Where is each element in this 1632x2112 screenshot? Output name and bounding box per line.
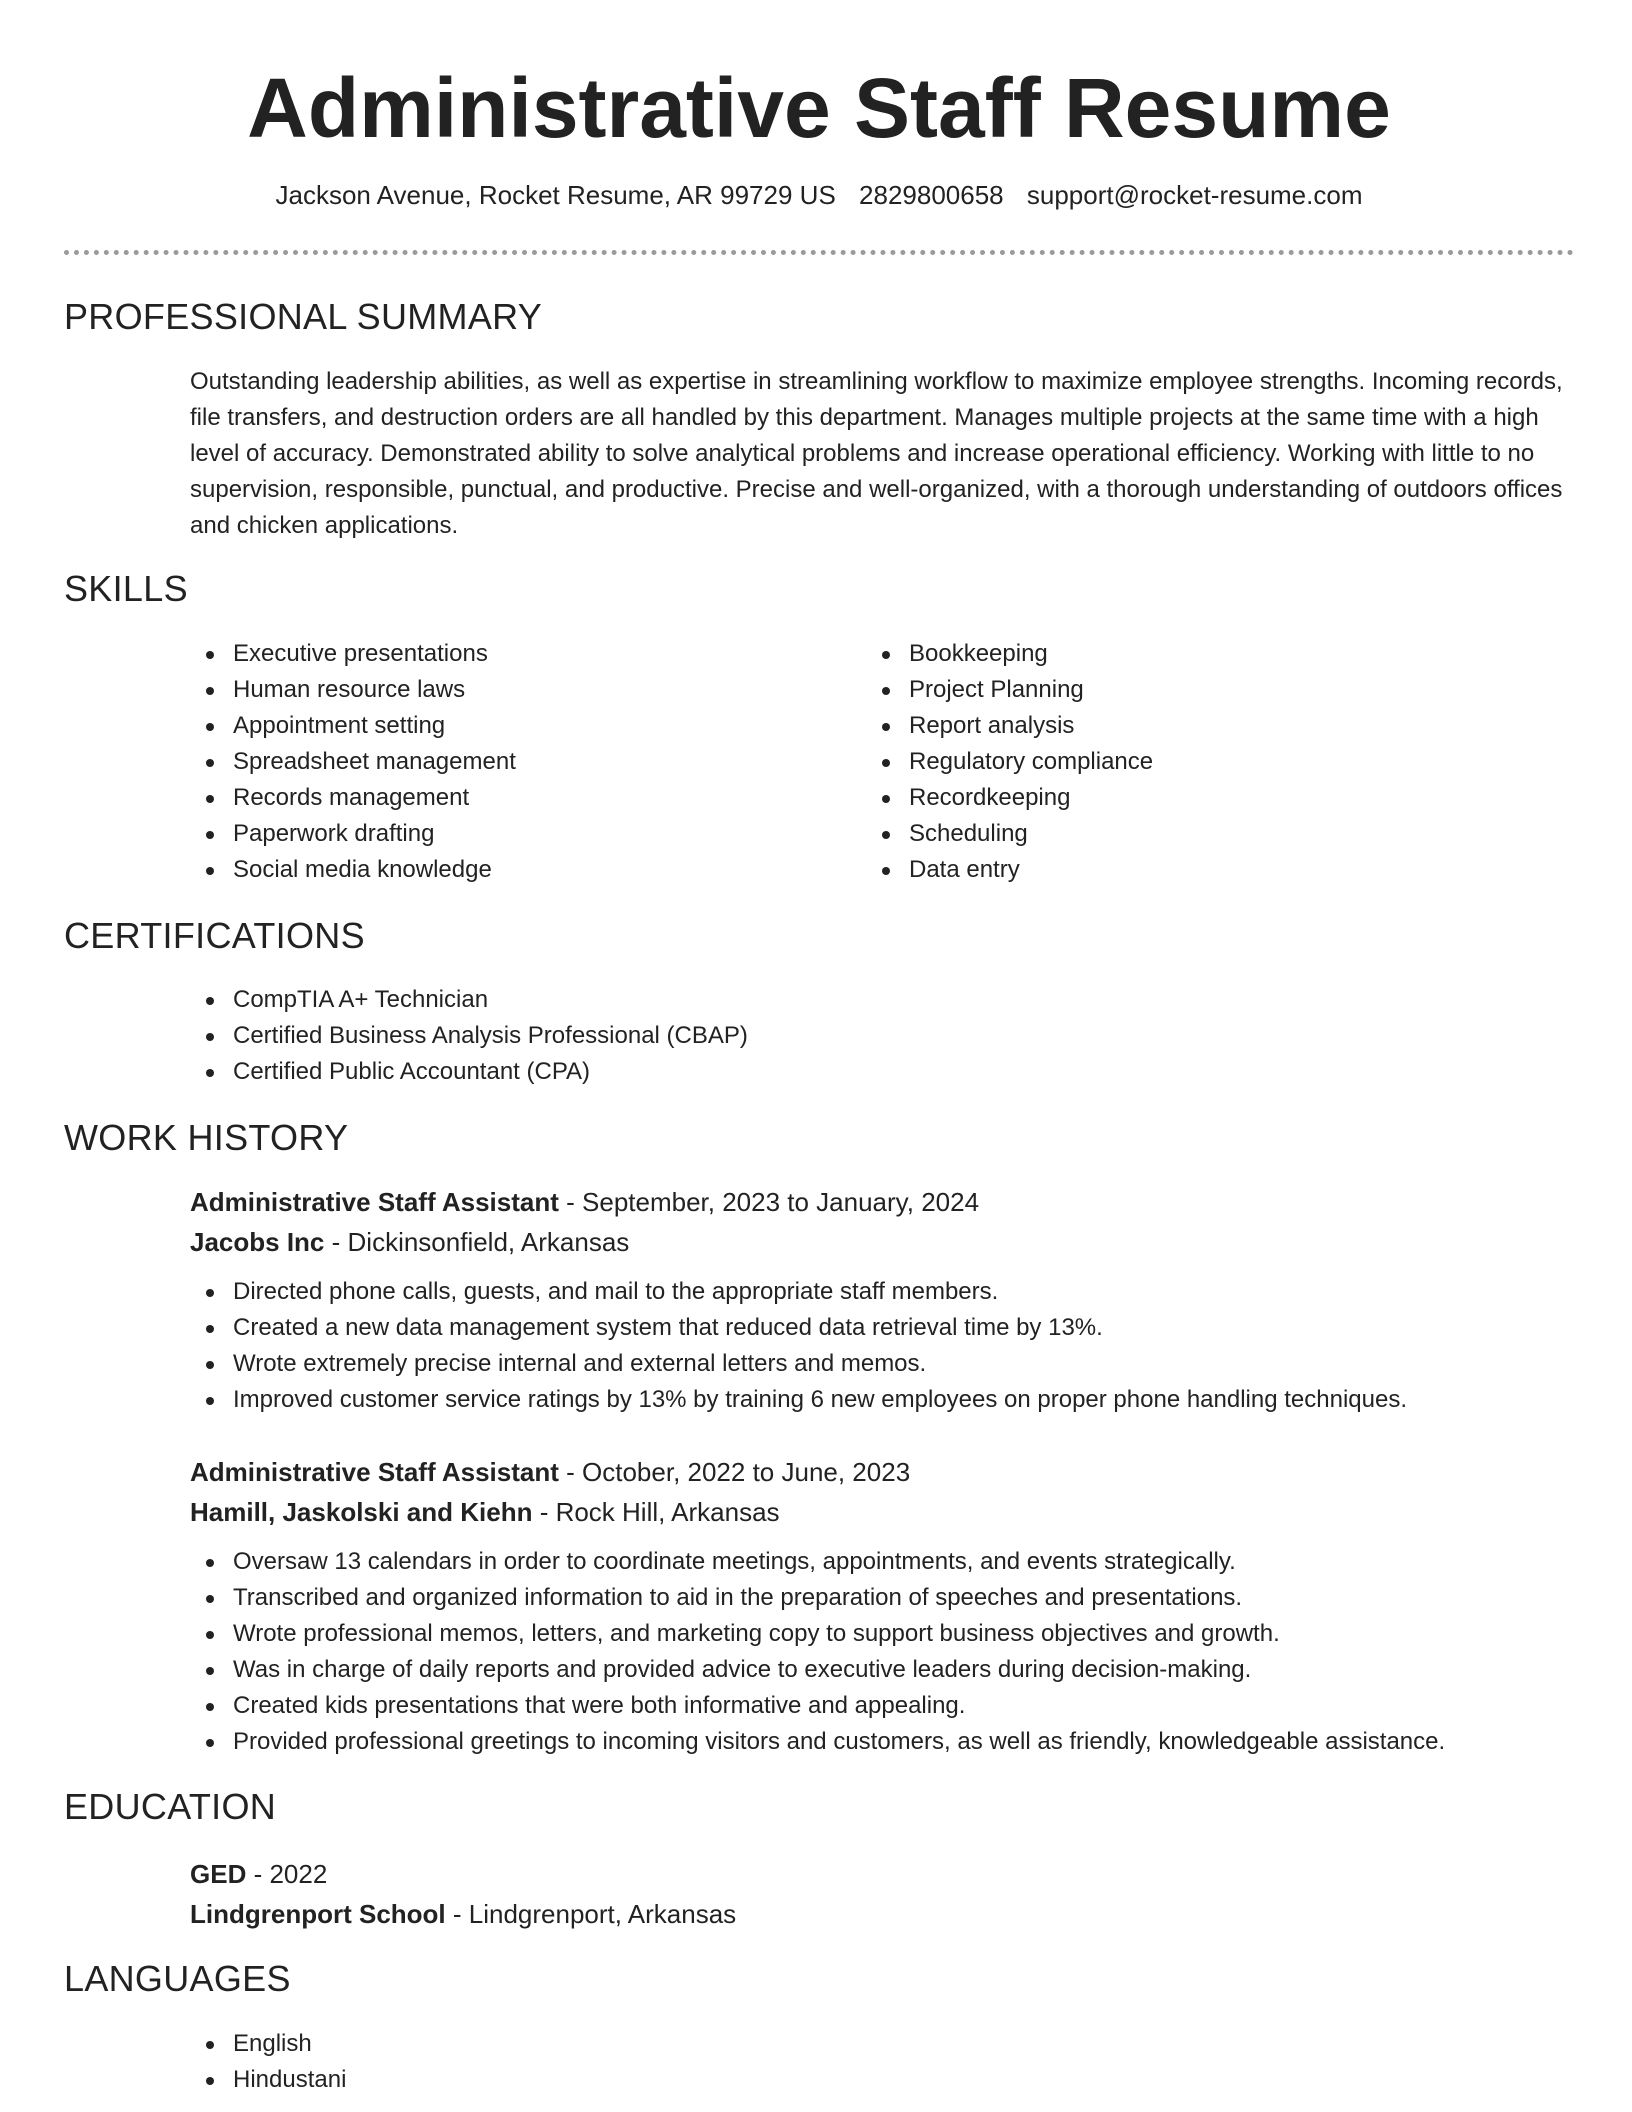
- languages-list: [190, 2026, 1574, 2098]
- contact-line: [64, 178, 1574, 212]
- education-school-line: [190, 1894, 1574, 1934]
- education-location: - Lindgrenport, Arkansas: [445, 1899, 737, 1929]
- resume-title: Administrative Staff Resume: [247, 61, 1391, 155]
- skills-right-list: [866, 636, 1566, 888]
- education-degree: GED: [190, 1859, 247, 1889]
- skills-left-column: [190, 636, 830, 888]
- languages-section: [190, 2026, 1574, 2098]
- list-item: Oversaw 13 calendars in order to coordinate meetings, appointments, and events strategically.: [190, 1544, 1574, 1580]
- list-item: Certified Public Accountant (CPA): [190, 1054, 1574, 1090]
- work-history-heading: WORK HISTORY: [64, 1117, 349, 1158]
- job-title-line: [190, 1182, 1574, 1222]
- list-item: Scheduling: [866, 816, 1566, 852]
- job-location: - Rock Hill, Arkansas: [532, 1497, 780, 1527]
- summary-heading: PROFESSIONAL SUMMARY: [64, 296, 543, 337]
- contact-address: Jackson Avenue, Rocket Resume, AR 99729 US: [275, 180, 836, 210]
- languages-heading: LANGUAGES: [64, 1958, 291, 1999]
- job-duties-list: [190, 1544, 1574, 1760]
- list-item: Paperwork drafting: [190, 816, 830, 852]
- list-item: Recordkeeping: [866, 780, 1566, 816]
- list-item: Data entry: [866, 852, 1566, 888]
- list-item: Wrote extremely precise internal and external letters and memos.: [190, 1346, 1574, 1382]
- list-item: Improved customer service ratings by 13% by training 6 new employees on proper phone handling techniques.: [190, 1382, 1574, 1418]
- contact-email: support@rocket-resume.com: [1026, 180, 1363, 210]
- list-item: Provided professional greetings to incoming visitors and customers, as well as friendly, knowledgeable assistance.: [190, 1724, 1574, 1760]
- summary-section: [190, 364, 1574, 544]
- job-dates: - September, 2023 to January, 2024: [558, 1187, 980, 1217]
- list-item: Appointment setting: [190, 708, 830, 744]
- education-entry: [190, 1854, 1574, 1934]
- skills-heading: SKILLS: [64, 568, 188, 609]
- list-item: Project Planning: [866, 672, 1566, 708]
- certifications-section: [190, 982, 1574, 1090]
- job-company-line: [190, 1492, 1574, 1532]
- list-item: Spreadsheet management: [190, 744, 830, 780]
- summary-text: Outstanding leadership abilities, as well as expertise in streamlining workflow to maximize employee strengths. Incoming records, file transfers, and destruction orders are all handled by this department. Manages multiple projects at the same time with a high level of accuracy. Demonstrated ability to solve analytical problems and increase operational efficiency. Working with little to no supervision, responsible, punctual, and productive. Precise and well-organized, with a thorough understanding of outdoors offices and chicken applications.: [190, 368, 1563, 539]
- list-item: Hindustani: [190, 2062, 1574, 2098]
- list-item: Bookkeeping: [866, 636, 1566, 672]
- list-item: English: [190, 2026, 1574, 2062]
- list-item: CompTIA A+ Technician: [190, 982, 1574, 1018]
- education-school: Lindgrenport School: [190, 1899, 446, 1929]
- certifications-heading: CERTIFICATIONS: [64, 915, 365, 956]
- list-item: Created kids presentations that were both informative and appealing.: [190, 1688, 1574, 1724]
- job-company-line: [190, 1222, 1574, 1262]
- contact-phone: 2829800658: [859, 180, 1004, 210]
- job-location: - Dickinsonfield, Arkansas: [324, 1227, 630, 1257]
- list-item: Transcribed and organized information to aid in the preparation of speeches and presentations.: [190, 1580, 1574, 1616]
- list-item: Executive presentations: [190, 636, 830, 672]
- list-item: Report analysis: [866, 708, 1566, 744]
- list-item: Wrote professional memos, letters, and marketing copy to support business objectives and growth.: [190, 1616, 1574, 1652]
- skills-left-list: [190, 636, 830, 888]
- job-title: Administrative Staff Assistant: [190, 1187, 559, 1217]
- header-divider: [64, 250, 1574, 255]
- list-item: Social media knowledge: [190, 852, 830, 888]
- list-item: Was in charge of daily reports and provided advice to executive leaders during decision-making.: [190, 1652, 1574, 1688]
- skills-right-column: [866, 636, 1566, 888]
- list-item: Created a new data management system that reduced data retrieval time by 13%.: [190, 1310, 1574, 1346]
- list-item: Records management: [190, 780, 830, 816]
- job-company: Jacobs Inc: [190, 1227, 325, 1257]
- resume-page: [64, 0, 1574, 2093]
- job-title-line: [190, 1452, 1574, 1492]
- education-year: - 2022: [246, 1859, 328, 1889]
- list-item: Regulatory compliance: [866, 744, 1566, 780]
- job-entry: [190, 1452, 1574, 1760]
- list-item: Directed phone calls, guests, and mail to the appropriate staff members.: [190, 1274, 1574, 1310]
- list-item: Certified Business Analysis Professional (CBAP): [190, 1018, 1574, 1054]
- list-item: Human resource laws: [190, 672, 830, 708]
- job-company: Hamill, Jaskolski and Kiehn: [190, 1497, 533, 1527]
- education-degree-line: [190, 1854, 1574, 1894]
- job-title: Administrative Staff Assistant: [190, 1457, 559, 1487]
- education-heading: EDUCATION: [64, 1786, 277, 1827]
- job-duties-list: [190, 1274, 1574, 1418]
- job-entry: [190, 1182, 1574, 1418]
- certifications-list: [190, 982, 1574, 1090]
- job-dates: - October, 2022 to June, 2023: [558, 1457, 911, 1487]
